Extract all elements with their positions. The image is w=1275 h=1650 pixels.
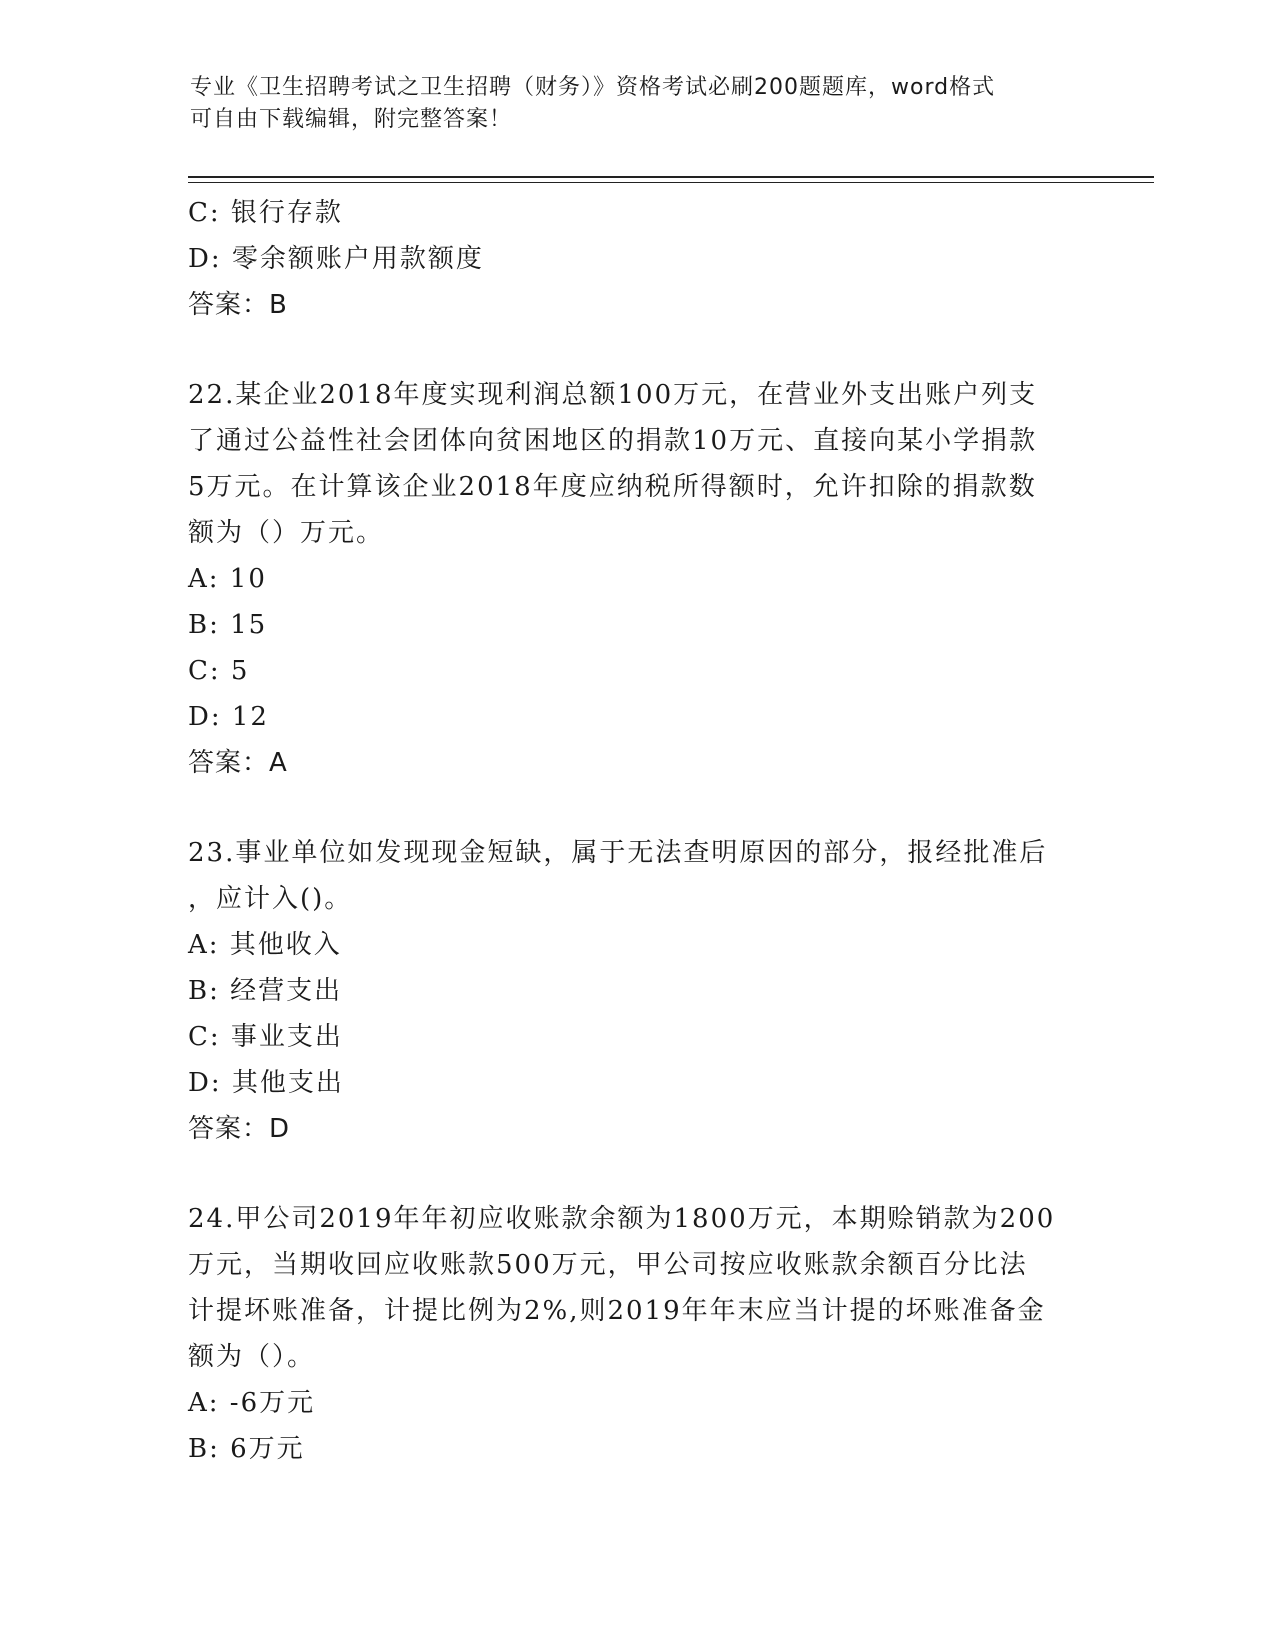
- option-a: A: 其他收入: [188, 930, 342, 960]
- spacer: [188, 1152, 1088, 1196]
- question-stem-line: 万元，当期收回应收账款500万元，甲公司按应收账款余额百分比法: [188, 1250, 1028, 1280]
- option-c: C: 银行存款: [188, 198, 343, 228]
- question-24: [188, 1196, 1088, 1472]
- question-22: [188, 372, 1088, 786]
- option-d: D: 12: [188, 702, 269, 732]
- question-stem-line: 22.某企业2018年度实现利润总额100万元，在营业外支出账户列支: [188, 380, 1038, 410]
- option-d: D: 其他支出: [188, 1068, 344, 1098]
- header-line-1: 专业《卫生招聘考试之卫生招聘（财务）》资格考试必刷200题题库，word格式: [190, 75, 996, 100]
- question-stem-line: 24.甲公司2019年年初应收账款余额为1800万元，本期赊销款为200: [188, 1204, 1056, 1234]
- option-a: A: -6万元: [188, 1388, 316, 1418]
- option-b: B: 经营支出: [188, 976, 343, 1006]
- document-header: [190, 72, 1090, 136]
- spacer: [188, 786, 1088, 830]
- question-stem-line: 了通过公益性社会团体向贫困地区的捐款10万元、直接向某小学捐款: [188, 426, 1038, 456]
- option-c: C: 事业支出: [188, 1022, 343, 1052]
- question-stem-line: 额为（）。: [188, 1342, 316, 1372]
- question-stem-line: 23.事业单位如发现现金短缺，属于无法查明原因的部分，报经批准后: [188, 838, 1048, 868]
- option-c: C: 5: [188, 656, 250, 686]
- header-rule-thin: [188, 182, 1154, 183]
- header-rule-thick: [188, 176, 1154, 178]
- question-23: [188, 830, 1088, 1152]
- document-body: [188, 190, 1088, 1472]
- spacer: [188, 328, 1088, 372]
- option-b: B: 15: [188, 610, 268, 640]
- option-b: B: 6万元: [188, 1434, 305, 1464]
- question-stem-line: 5万元。在计算该企业2018年度应纳税所得额时，允许扣除的捐款数: [188, 472, 1037, 502]
- answer: 答案：D: [188, 1114, 291, 1144]
- question-stem-line: 计提坏账准备，计提比例为2%,则2019年年末应当计提的坏账准备金: [188, 1296, 1046, 1326]
- question-stem-line: 额为（）万元。: [188, 518, 385, 548]
- header-line-2: 可自由下载编辑，附完整答案！: [190, 107, 513, 132]
- option-a: A: 10: [188, 564, 267, 594]
- option-d: D: 零余额账户用款额度: [188, 244, 484, 274]
- answer: 答案：A: [188, 748, 288, 778]
- answer: 答案：B: [188, 290, 288, 320]
- previous-question-tail: [188, 190, 1088, 328]
- question-stem-line: ，应计入()。: [188, 884, 353, 914]
